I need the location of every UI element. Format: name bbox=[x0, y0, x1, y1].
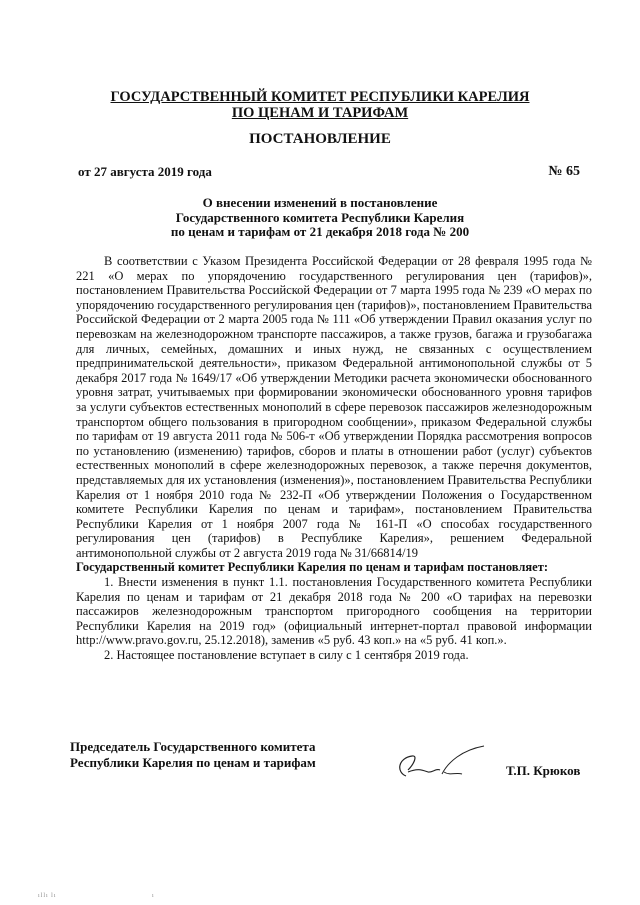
signer-title bbox=[70, 739, 316, 770]
preamble-paragraph: В соответствии с Указом Президента Российской Федерации от 28 февраля 1995 года № 221 «О мерах по упорядочению государственного регулирования цен (тарифов)», постановлением Правительства Российской Федерации от 7 марта 1995 года № 239 «О мерах по упорядочению государственного регулирования цен (тарифов)», постановлением Правительства Российской Федерации от 2 марта 2005 года № 111 «Об утверждении Правил оказания услуг по перевозкам на железнодорожном транспорте пассажиров, а также грузов, багажа и грузобагажа для личных, семейных, домашних и иных нужд, не связанных с осуществлением предпринимательской деятельности», приказом Федеральной антимонопольной службы от 5 декабря 2017 года № 1649/17 «Об утверждении Методики расчета экономически обоснованного уровня затрат, учитываемых при формировании экономически обоснованного уровня тарифов за услуги субъектов естественных монополий в сфере перевозок пассажиров железнодорожным транспортом общего пользования в пригородном сообщении», приказом Федеральной службы по тарифам от 19 августа 2011 года № 506-т «Об утверждении Порядка рассмотрения вопросов по установлению (изменению) тарифов, сборов и платы в отношении работ (услуг) субъектов естественных монополий в сфере железнодорожных перевозок, а также перечня документов, представляемых для их установления (изменения)», постановлением Правительства Республики Карелия от 1 ноября 2010 года № 232-П «Об утверждении Положения о Государственном комитете Республики Карелия по ценам и тарифам», постановлением Правительства Республики Карелия от 1 ноября 2007 года № 161-П «О способах государственного регулирования цен (тарифов) в Республике Карелия», решением Федеральной антимонопольной службы от 2 августа 2019 года № 31/66814/19 bbox=[76, 254, 592, 560]
resolves-line: Государственный комитет Республики Карелия по ценам и тарифам постановляет: bbox=[76, 560, 548, 575]
scan-tick: ı bbox=[152, 893, 154, 899]
handwritten-signature bbox=[392, 742, 492, 786]
document-date: от 27 августа 2019 года bbox=[78, 164, 212, 179]
document-subject bbox=[0, 196, 640, 240]
date-number-row bbox=[78, 164, 580, 180]
item-2-paragraph: 2. Настоящее постановление вступает в силу с 1 сентября 2019 года. bbox=[104, 648, 469, 663]
subject-line3: по ценам и тарифам от 21 декабря 2018 года № 200 bbox=[170, 224, 470, 239]
scan-marks: ıllı lı bbox=[38, 893, 57, 899]
document-type: ПОСТАНОВЛЕНИЕ bbox=[249, 131, 391, 147]
subject-line2: Государственного комитета Республики Карелия bbox=[175, 209, 465, 225]
document-number: № 65 bbox=[548, 164, 580, 179]
org-name-line2: ПО ЦЕНАМ И ТАРИФАМ bbox=[231, 105, 409, 121]
document-body bbox=[76, 254, 592, 663]
item-1-paragraph: 1. Внести изменения в пункт 1.1. постановления Государственного комитета Республики Карелия по ценам и тарифам от 21 декабря 2018 года № 200 «О тарифах на перевозки пассажиров железнодорожным транспортом пригородного сообщения на территории Республики Карелия на 2019 год» (официальный интернет-портал правовой информации http://www.pravo.gov.ru, 25.12.2018), заменив «5 руб. 43 коп.» на «5 руб. 41 коп.». bbox=[76, 575, 592, 648]
signer-name: Т.П. Крюков bbox=[506, 763, 581, 778]
org-name-line1: ГОСУДАРСТВЕННЫЙ КОМИТЕТ РЕСПУБЛИКИ КАРЕЛИЯ bbox=[110, 89, 530, 105]
subject-line1: О внесении изменений в постановление bbox=[202, 195, 438, 210]
signer-title-line1: Председатель Государственного комитета bbox=[70, 739, 316, 754]
signer-title-line2: Республики Карелия по ценам и тарифам bbox=[70, 754, 316, 770]
